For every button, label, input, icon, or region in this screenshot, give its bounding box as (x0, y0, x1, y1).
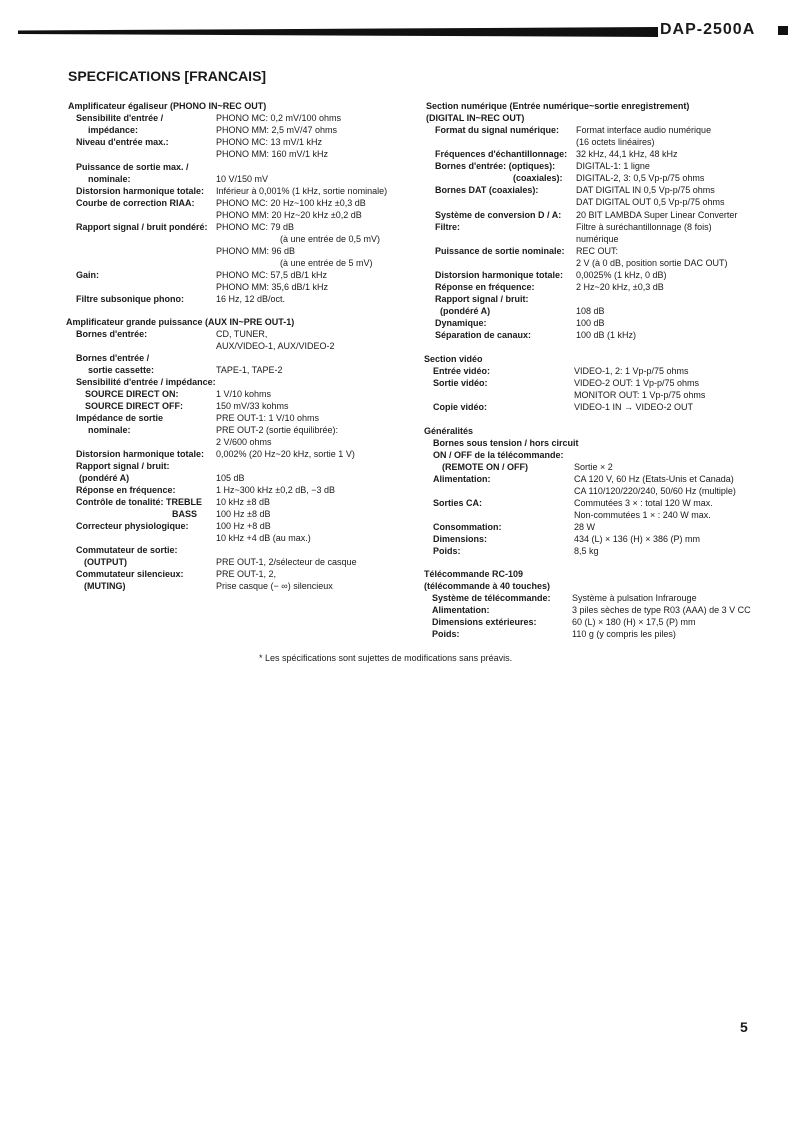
spec-value: CD, TUNER, (216, 329, 268, 339)
model-name: DAP-2500A (660, 21, 756, 38)
spec-label: Poids: (433, 546, 461, 556)
spec-value: 3 piles sèches de type R03 (AAA) de 3 V CC (572, 605, 751, 615)
spec-label: (pondéré A) (79, 473, 130, 483)
spec-value: REC OUT: (576, 246, 619, 256)
spec-value: PRE OUT-1, 2/sélecteur de casque (216, 557, 357, 567)
spec-value: CA 110/120/220/240, 50/60 Hz (multiple) (574, 486, 736, 496)
spec-label: Sensibilité d'entrée / impédance: (76, 377, 216, 387)
spec-value: 2 Hz~20 kHz, ±0,3 dB (576, 282, 664, 292)
spec-value: DIGITAL-1: 1 ligne (576, 161, 650, 171)
spec-value: Système à pulsation Infrarouge (572, 593, 697, 603)
spec-value: 108 dB (576, 306, 605, 316)
spec-value: 100 dB (576, 318, 605, 328)
spec-label: Distorsion harmonique totale: (435, 270, 564, 280)
spec-value: 28 W (574, 522, 596, 532)
spec-value: PHONO MC: 79 dB (216, 222, 295, 232)
spec-label: Filtre: (435, 222, 461, 232)
spec-value: 10 V/150 mV (216, 174, 269, 184)
spec-value: 110 g (y compris les piles) (572, 629, 676, 639)
spec-label: Séparation de canaux: (435, 330, 532, 340)
spec-label: Bornes d'entrée: (optiques): (435, 161, 556, 171)
page-title: SPECFICATIONS [FRANCAIS] (68, 68, 267, 84)
header-rule (18, 27, 658, 37)
spec-label: Entrée vidéo: (433, 366, 491, 376)
spec-value: (à une entrée de 0,5 mV) (280, 234, 381, 244)
spec-label: Niveau d'entrée max.: (76, 137, 169, 147)
spec-value: VIDEO-1, 2: 1 Vp-p/75 ohms (574, 366, 689, 376)
spec-label: Puissance de sortie nominale: (435, 246, 565, 256)
spec-label: BASS (172, 509, 198, 519)
spec-label: Dimensions extérieures: (432, 617, 537, 627)
spec-label: Sortie vidéo: (433, 378, 488, 388)
spec-label: Sorties CA: (433, 498, 483, 508)
spec-label: Format du signal numérique: (435, 125, 560, 135)
spec-value: DAT DIGITAL OUT 0,5 Vp-p/75 ohms (576, 197, 725, 207)
spec-label: SOURCE DIRECT OFF: (85, 401, 183, 411)
spec-label: Puissance de sortie max. / (76, 162, 189, 172)
spec-label: Gain: (76, 270, 100, 280)
spec-label: Impédance de sortie (76, 413, 164, 423)
spec-label: Sensibilite d'entrée / (76, 113, 164, 123)
spec-label: Fréquences d'échantillonnage: (435, 149, 568, 159)
spec-value: 16 Hz, 12 dB/oct. (216, 294, 286, 304)
spec-label: Contrôle de tonalité: TREBLE (76, 497, 202, 507)
spec-value: 2 V (à 0 dB, position sortie DAC OUT) (576, 258, 728, 268)
spec-label: Commutateur de sortie: (76, 545, 178, 555)
spec-value: numérique (576, 234, 619, 244)
spec-value: VIDEO-2 OUT: 1 Vp-p/75 ohms (574, 378, 700, 388)
spec-value: 60 (L) × 180 (H) × 17,5 (P) mm (572, 617, 696, 627)
spec-value: 100 Hz +8 dB (216, 521, 271, 531)
spec-label: Commutateur silencieux: (76, 569, 184, 579)
spec-label: Bornes DAT (coaxiales): (435, 185, 539, 195)
spec-value: 2 V/600 ohms (216, 437, 272, 447)
spec-value: 10 kHz ±8 dB (216, 497, 270, 507)
section-heading: Amplificateur grande puissance (AUX IN~PRE OUT-1) (66, 317, 295, 327)
spec-value: DAT DIGITAL IN 0,5 Vp-p/75 ohms (576, 185, 715, 195)
spec-label: Distorsion harmonique totale: (76, 449, 205, 459)
spec-value: 100 dB (1 kHz) (576, 330, 637, 340)
header-end-mark (778, 26, 788, 35)
spec-label: Courbe de correction RIAA: (76, 198, 195, 208)
spec-value: Sortie × 2 (574, 462, 613, 472)
spec-value: 105 dB (216, 473, 245, 483)
spec-value: PRE OUT-2 (sortie équilibrée): (216, 425, 339, 435)
spec-value: 150 mV/33 kohms (216, 401, 289, 411)
spec-label: Consommation: (433, 522, 502, 532)
spec-label: Rapport signal / bruit pondéré: (76, 222, 208, 232)
spec-label: (pondéré A) (440, 306, 491, 316)
spec-value: 32 kHz, 44,1 kHz, 48 kHz (576, 149, 678, 159)
spec-label: Filtre subsonique phono: (76, 294, 184, 304)
section-heading: Section numérique (Entrée numérique~sortie enregistrement) (426, 101, 690, 111)
spec-label: Poids: (432, 629, 460, 639)
spec-value: PHONO MM: 20 Hz~20 kHz ±0,2 dB (216, 210, 362, 220)
spec-label: Bornes d'entrée: (76, 329, 148, 339)
spec-value: AUX/VIDEO-1, AUX/VIDEO-2 (216, 341, 335, 351)
spec-value: 8,5 kg (574, 546, 599, 556)
spec-value: PHONO MC: 13 mV/1 kHz (216, 137, 323, 147)
spec-value: PRE OUT-1, 2, (216, 569, 277, 579)
spec-label: Dimensions: (433, 534, 488, 544)
spec-label: Dynamique: (435, 318, 487, 328)
spec-label: SOURCE DIRECT ON: (85, 389, 179, 399)
section-heading: Amplificateur égaliseur (PHONO IN~REC OUT) (68, 101, 267, 111)
spec-label: Réponse en fréquence: (435, 282, 535, 292)
spec-value: Prise casque (− ∞) silencieux (216, 581, 333, 591)
spec-label: (REMOTE ON / OFF) (442, 462, 528, 472)
spec-value: Format interface audio numérique (576, 125, 712, 135)
spec-label: Rapport signal / bruit: (435, 294, 529, 304)
spec-label: Bornes d'entrée / (76, 353, 150, 363)
spec-value: PHONO MM: 96 dB (216, 246, 296, 256)
section-subheading: (télécommande à 40 touches) (424, 581, 551, 591)
spec-value: Non-commutées 1 × : 240 W max. (574, 510, 711, 520)
spec-label: nominale: (88, 425, 131, 435)
spec-label: nominale: (88, 174, 131, 184)
spec-value: PHONO MC: 57,5 dB/1 kHz (216, 270, 328, 280)
spec-label: sortie cassette: (88, 365, 155, 375)
spec-value: Inférieur à 0,001% (1 kHz, sortie nominale) (216, 186, 388, 196)
spec-value: Commutées 3 × : total 120 W max. (574, 498, 713, 508)
spec-label: Système de télécommande: (432, 593, 551, 603)
spec-value: TAPE-1, TAPE-2 (216, 365, 283, 375)
spec-label: Copie vidéo: (433, 402, 488, 412)
spec-value: 1 V/10 kohms (216, 389, 272, 399)
spec-value: 10 kHz +4 dB (au max.) (216, 533, 311, 543)
section-subheading: (DIGITAL IN~REC OUT) (426, 113, 525, 123)
spec-label: ON / OFF de la télécommande: (433, 450, 564, 460)
section-heading: Généralités (424, 426, 474, 436)
spec-value: PHONO MM: 35,6 dB/1 kHz (216, 282, 329, 292)
spec-label: Rapport signal / bruit: (76, 461, 170, 471)
spec-value: PHONO MM: 2,5 mV/47 ohms (216, 125, 338, 135)
spec-value: (16 octets linéaires) (576, 137, 655, 147)
spec-value: PHONO MC: 20 Hz~100 kHz ±0,3 dB (216, 198, 366, 208)
spec-value: 100 Hz ±8 dB (216, 509, 271, 519)
spec-label: Correcteur physiologique: (76, 521, 189, 531)
spec-value: 0,0025% (1 kHz, 0 dB) (576, 270, 667, 280)
spec-value: (à une entrée de 5 mV) (280, 258, 373, 268)
spec-label: (coaxiales): (513, 173, 563, 183)
spec-label: Système de conversion D / A: (435, 210, 562, 220)
section-heading: Section vidéo (424, 354, 483, 364)
spec-label: Alimentation: (432, 605, 490, 615)
spec-value: CA 120 V, 60 Hz (Etats-Unis et Canada) (574, 474, 734, 484)
spec-value: PHONO MC: 0,2 mV/100 ohms (216, 113, 342, 123)
section-heading: Télécommande RC-109 (424, 569, 524, 579)
spec-value: DIGITAL-2, 3: 0,5 Vp-p/75 ohms (576, 173, 705, 183)
spec-label: Alimentation: (433, 474, 491, 484)
spec-label: (MUTING) (84, 581, 126, 591)
spec-value: 1 Hz~300 kHz ±0,2 dB, −3 dB (216, 485, 336, 495)
spec-value: MONITOR OUT: 1 Vp-p/75 ohms (574, 390, 706, 400)
page-number: 5 (740, 1019, 748, 1035)
spec-label: (OUTPUT) (84, 557, 127, 567)
spec-label: Réponse en fréquence: (76, 485, 176, 495)
spec-value: Filtre à suréchantillonnage (8 fois) (576, 222, 712, 232)
spec-value: PHONO MM: 160 mV/1 kHz (216, 149, 329, 159)
spec-label: impédance: (88, 125, 139, 135)
spec-value: 434 (L) × 136 (H) × 386 (P) mm (574, 534, 701, 544)
spec-label: Distorsion harmonique totale: (76, 186, 205, 196)
spec-value: VIDEO-1 IN → VIDEO-2 OUT (574, 402, 694, 412)
spec-value: 20 BIT LAMBDA Super Linear Converter (576, 210, 738, 220)
footnote: * Les spécifications sont sujettes de modifications sans préavis. (259, 653, 513, 663)
spec-value: 0,002% (20 Hz~20 kHz, sortie 1 V) (216, 449, 355, 459)
spec-value: PRE OUT-1: 1 V/10 ohms (216, 413, 320, 423)
spec-label: Bornes sous tension / hors circuit (433, 438, 579, 448)
